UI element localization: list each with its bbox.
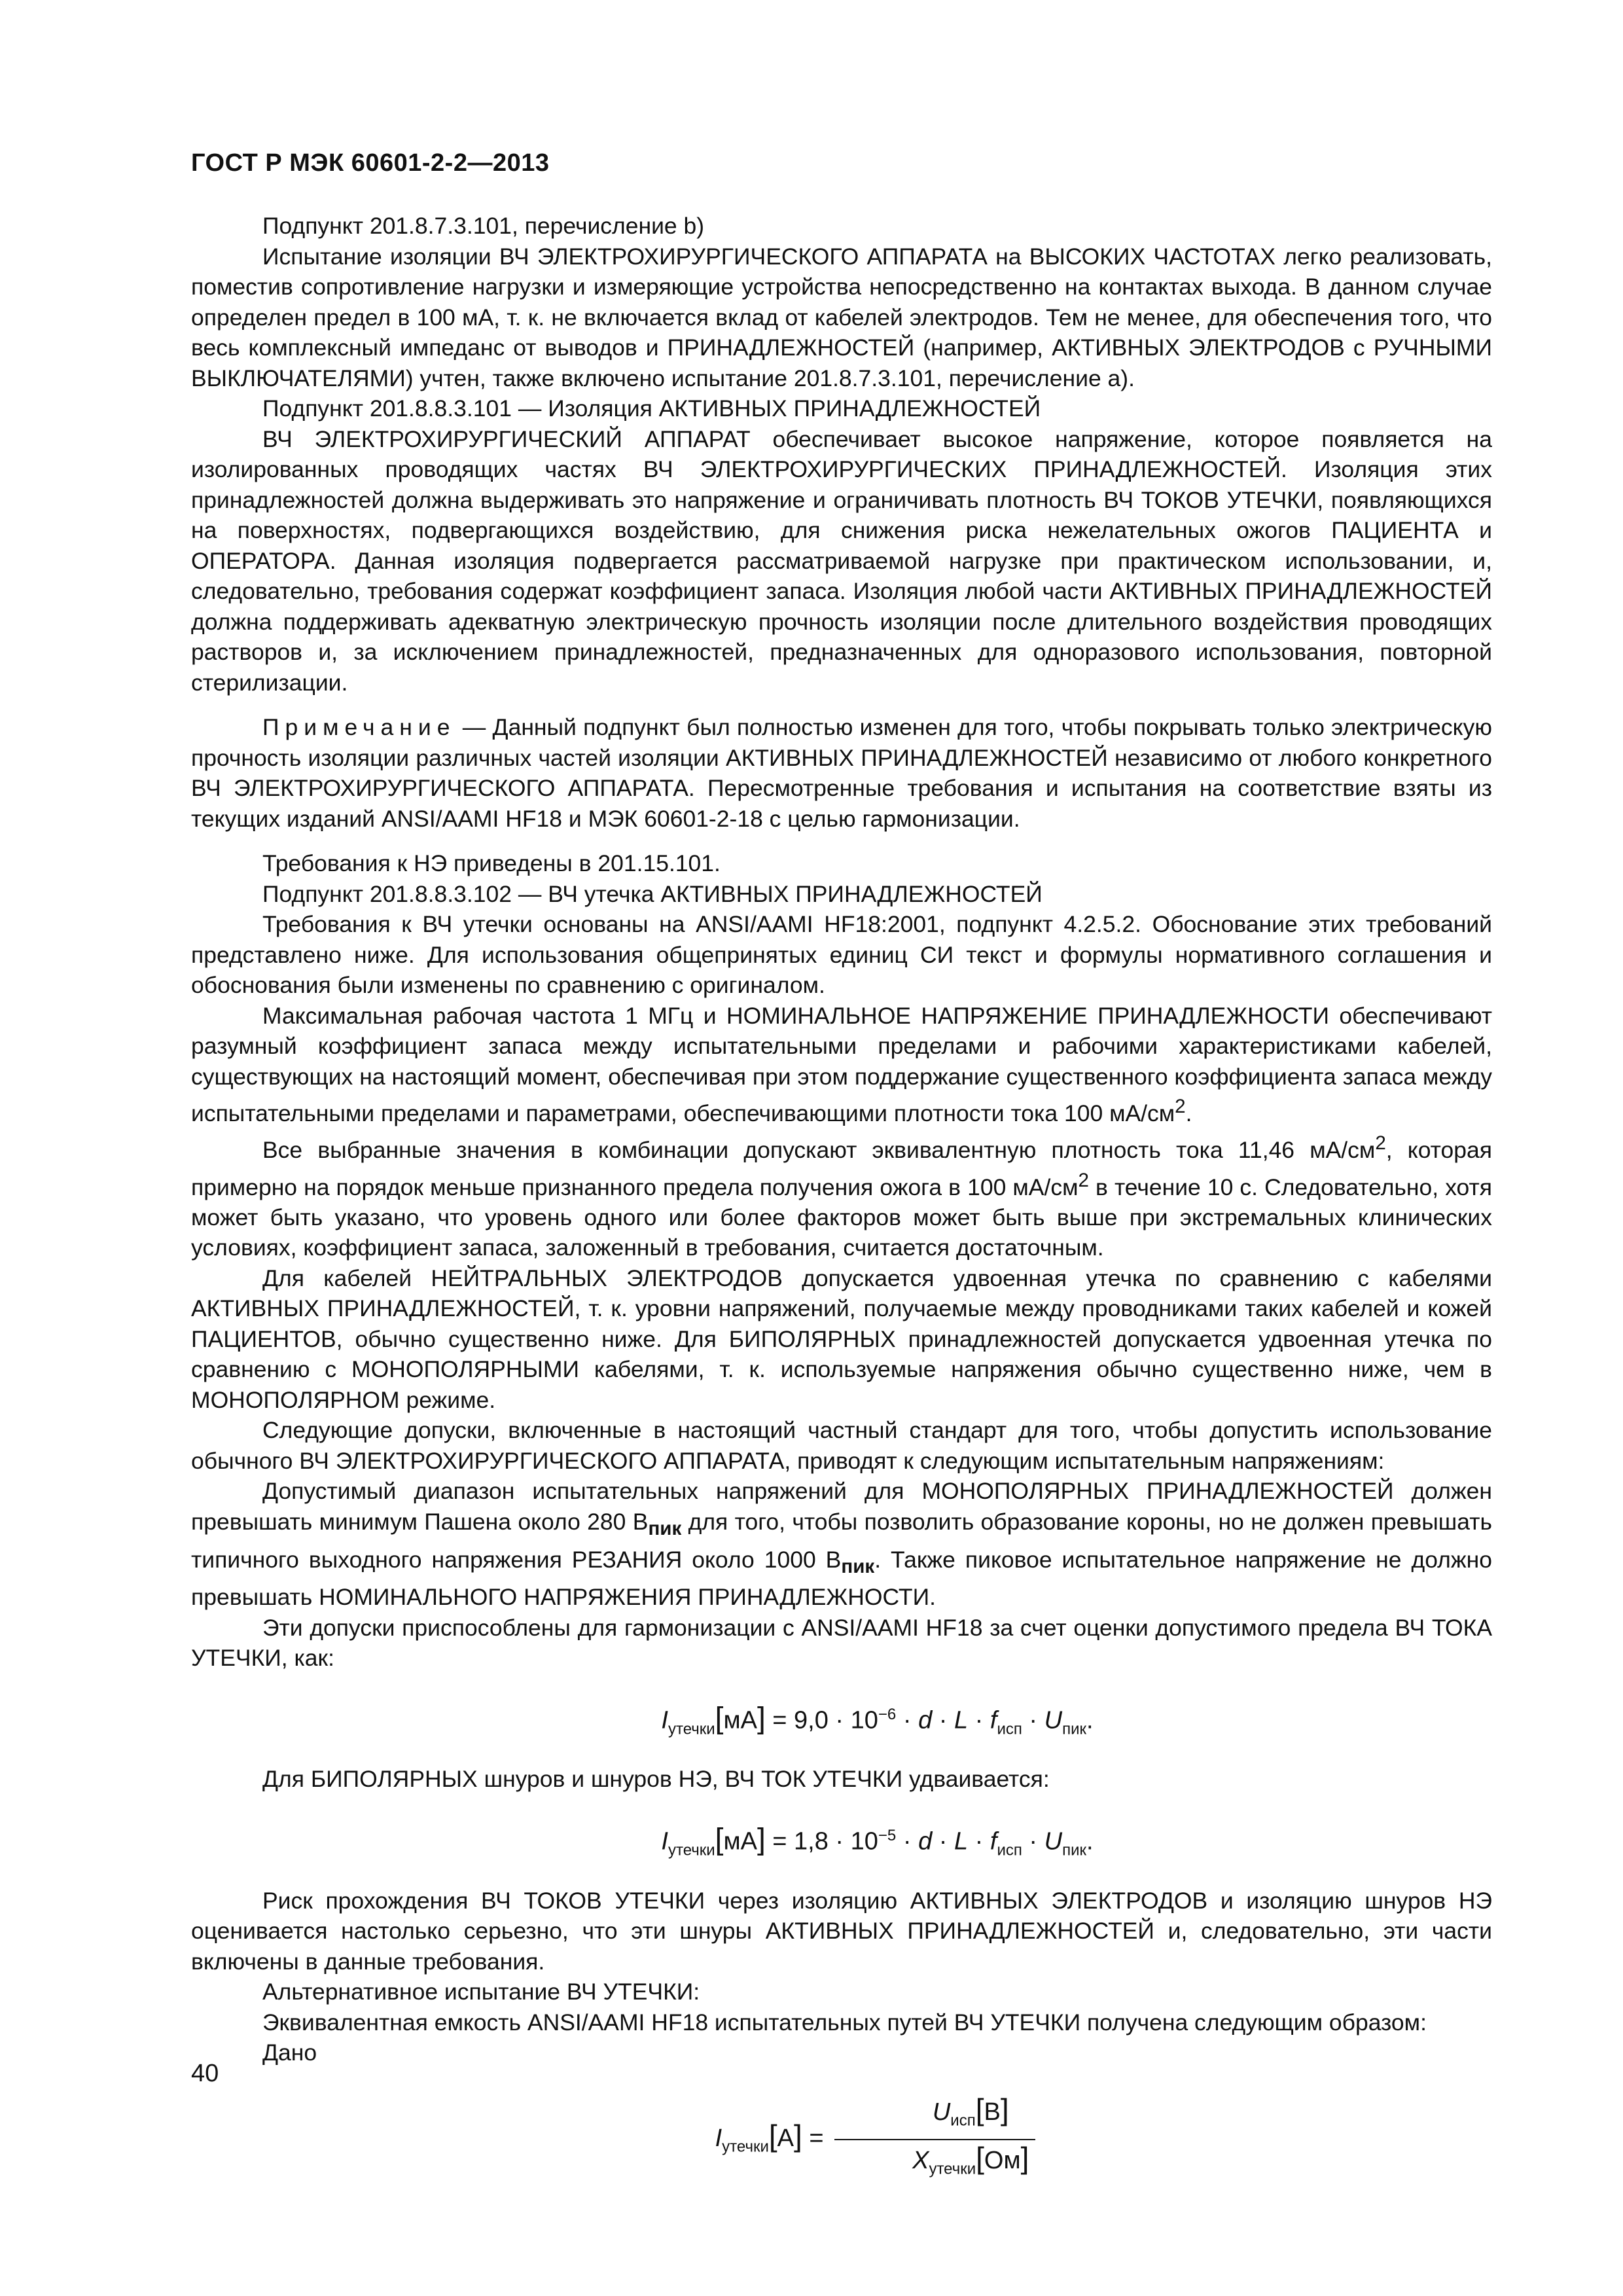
paragraph: Подпункт 201.8.8.3.101 — Изоляция АКТИВНЫХ ПРИНАДЛЕЖНОСТЕЙ [262,395,1041,422]
paragraph: Подпункт 201.8.8.3.102 — ВЧ утечка АКТИВНЫХ ПРИНАДЛЕЖНОСТЕЙ [262,880,1043,907]
paragraph: Следующие допуски, включенные в настоящий частный стандарт для того, чтобы допустить использование обычного ВЧ ЭЛЕКТРОХИРУРГИЧЕСКОГО АППАРАТА, приводят к следующим испытательным напряжениям: [191,1417,1492,1474]
paragraph: Требования к ВЧ утечки основаны на ANSI/AAMI HF18:2001, подпункт 4.2.5.2. Обоснование этих требований представлено ниже. Для использования общепринятых единиц СИ текст и формулы нормативного соглашения и обоснования были изменены по сравнению с оригиналом. [191,911,1492,998]
document-body [191,211,1492,2204]
paragraph: Испытание изоляции ВЧ ЭЛЕКТРОХИРУРГИЧЕСКОГО АППАРАТА на ВЫСОКИХ ЧАСТОТАХ легко реализовать, поместив сопротивление нагрузки и измеряющие устройства непосредственно на контактах выхода. В данном случае определен предел в 100 мА, т. к. не включается вклад от кабелей электродов. Тем не менее, для обеспечения того, что весь комплексный импеданс от выводов и ПРИНАДЛЕЖНОСТЕЙ (например, АКТИВНЫХ ЭЛЕКТРОДОВ с РУЧНЫМИ ВЫКЛЮЧАТЕЛЯМИ) учтен, также включено испытание 201.8.7.3.101, перечисление a). [191,243,1492,391]
paragraph: Дано [262,2039,317,2066]
note-text: — Данный подпункт был полностью изменен для того, чтобы покрывать только электрическую прочность изоляции различных частей изоляции АКТИВНЫХ ПРИНАДЛЕЖНОСТЕЙ независимо от любого конкретного ВЧ ЭЛЕКТРОХИРУРГИЧЕСКОГО АППАРАТА. Пересмотренные требования и испытания на соответствие взяты из текущих изданий ANSI/AAMI HF18 и МЭК 60601-2-18 с целью гармонизации. [191,714,1492,832]
paragraph: Подпункт 201.8.7.3.101, перечисление b) [262,213,705,239]
paragraph: Для кабелей НЕЙТРАЛЬНЫХ ЭЛЕКТРОДОВ допускается удвоенная утечка по сравнению с кабелями АКТИВНЫХ ПРИНАДЛЕЖНОСТЕЙ, т. к. уровни напряжений, получаемые между проводниками таких кабелей и кожей ПАЦИЕНТОВ, обычно существенно ниже. Для БИПОЛЯРНЫХ принадлежностей допускается удвоенная утечка по сравнению с МОНОПОЛЯРНЫМИ кабелями, т. к. используемые напряжения обычно существенно ниже, чем в МОНОПОЛЯРНОМ режиме. [191,1265,1492,1413]
page-number: 40 [191,2060,219,2087]
paragraph: Риск прохождения ВЧ ТОКОВ УТЕЧКИ через изоляцию АКТИВНЫХ ЭЛЕКТРОДОВ и изоляцию шнуров НЭ оценивается настолько серьезно, что эти шнуры АКТИВНЫХ ПРИНАДЛЕЖНОСТЕЙ и, следовательно, эти части включены в данные требования. [191,1887,1492,1975]
formula-leakage-current: $I_{утечки}[А]$ = $\frac{U_{исп}[В]}{X_{утечки}[Ом]}$ [191,2068,1492,2204]
formula-monopolar: $I_{утечки}[мА] = 9,0 \cdot 10^{-6} \cdot d \cdot L \cdot f_{исп} \cdot U_{пик}$. [661,1700,1094,1738]
paragraph: Альтернативное испытание ВЧ УТЕЧКИ: [262,1979,700,2005]
paragraph: Требования к НЭ приведены в 201.15.101. [262,850,721,876]
paragraph-range: Допустимый диапазон испытательных напряжений для МОНОПОЛЯРНЫХ ПРИНАДЛЕЖНОСТЕЙ должен превышать минимум Пашена около 280 $В_{пик}$ для того, чтобы позволить образование короны, но не должен превышать типичного выходного напряжения РЕЗАНИЯ около 1000 $В_{пик}$. Также пиковое испытательное напряжение не должно превышать НОМИНАЛЬНОГО НАПРЯЖЕНИЯ ПРИНАДЛЕЖНОСТИ. [191,1478,1492,1611]
paragraph-values: Все выбранные значения в комбинации допускают эквивалентную плотность тока 11,46 $мА/см^2$, которая примерно на порядок меньше признанного предела получения ожога в 100 $мА/см^2$ в течение 10 с. Следовательно, хотя может быть указано, что уровень одного или более факторов может быть выше при экстремальных клинических условиях, коэффициент запаса, заложенный в требования, считается достаточным. [191,1132,1492,1261]
paragraph: Эквивалентная емкость ANSI/AAMI HF18 испытательных путей ВЧ УТЕЧКИ получена следующим образом: [262,2009,1427,2036]
document-header: ГОСТ Р МЭК 60601-2-2—2013 [191,149,550,177]
paragraph: ВЧ ЭЛЕКТРОХИРУРГИЧЕСКИЙ АППАРАТ обеспечивает высокое напряжение, которое появляется на изолированных проводящих частях ВЧ ЭЛЕКТРОХИРУРГИЧЕСКИХ ПРИНАДЛЕЖНОСТЕЙ. Изоляция этих принадлежностей должна выдерживать это напряжение и ограничивать плотность ВЧ ТОКОВ УТЕЧКИ, появляющихся на поверхностях, подвергающихся воздействию, для снижения риска нежелательных ожогов ПАЦИЕНТА и ОПЕРАТОРА. Данная изоляция подвергается рассматриваемой нагрузке при практическом использовании, и, следовательно, требования содержат коэффициент запаса. Изоляция любой части АКТИВНЫХ ПРИНАДЛЕЖНОСТЕЙ должна поддерживать адекватную электрическую прочность изоляции после длительного воздействия проводящих растворов и, за исключением принадлежностей, предназначенных для одноразового использования, повторной стерилизации. [191,425,1492,696]
fraction: $\frac{U_{исп}[В]}{X_{утечки}[Ом]}$ [834,2094,1035,2185]
paragraph-max-frequency: Максимальная рабочая частота 1 МГц и НОМИНАЛЬНОЕ НАПРЯЖЕНИЕ ПРИНАДЛЕЖНОСТИ обеспечивают разумный коэффициент запаса между испытательными пределами и рабочими характеристиками кабелей, существующих на настоящий момент, обеспечивая при этом поддержание существенного коэффициента запаса между испытательными пределами и параметрами, обеспечивающими плотности тока 100 $мА/см^2$. [191,1002,1492,1126]
note-paragraph [191,712,1492,834]
note-label: Примечание [262,714,456,740]
formula-bipolar: $I_{утечки}[мА] = 1,8 \cdot 10^{-5} \cdot d \cdot L \cdot f_{исп} \cdot U_{пик}$. [661,1821,1094,1859]
paragraph: Эти допуски приспособлены для гармонизации с ANSI/AAMI HF18 за счет оценки допустимого предела ВЧ ТОКА УТЕЧКИ, как: [191,1614,1492,1672]
paragraph: Для БИПОЛЯРНЫХ шнуров и шнуров НЭ, ВЧ ТОК УТЕЧКИ удваивается: [262,1766,1050,1793]
